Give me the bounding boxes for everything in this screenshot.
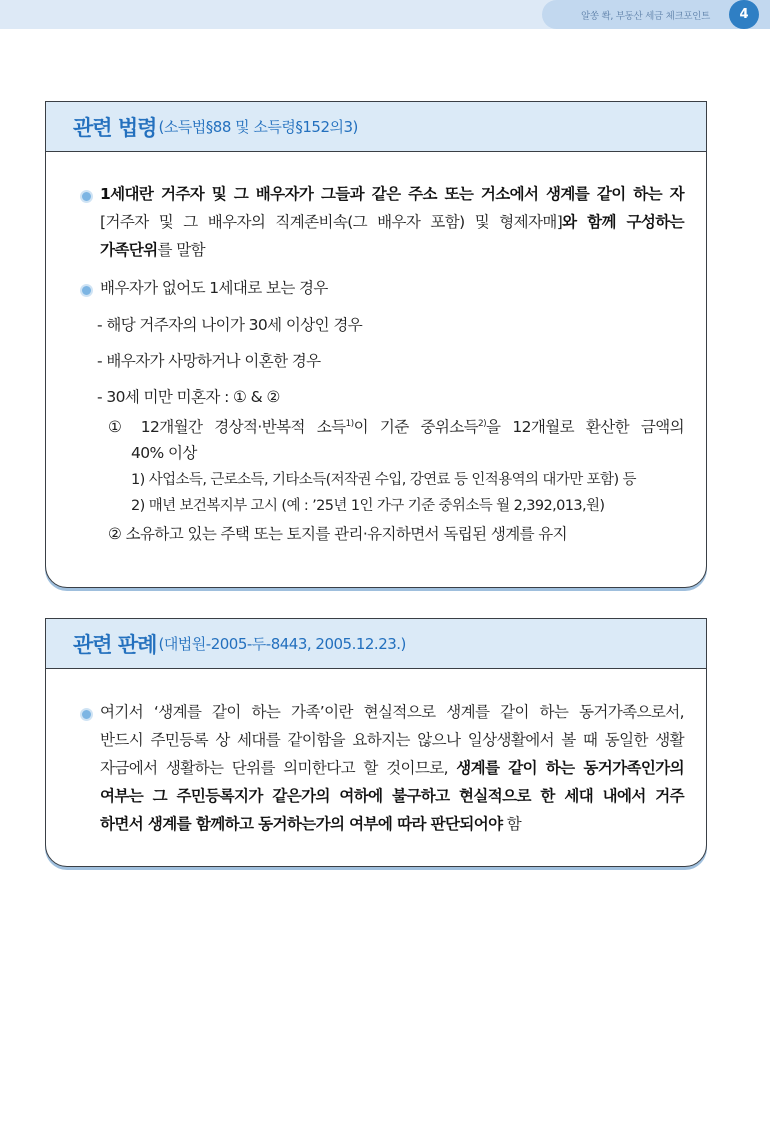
case-box [45, 618, 707, 867]
cond1-sup2: 2) [478, 419, 487, 429]
law-item-1-line3 [100, 236, 684, 264]
law-box-subtitle: (소득법§88 및 소득령§152의3) [158, 118, 358, 136]
case-line-3-normal: 자금에서 생활하는 단위를 의미한다고 할 것이므로, [100, 759, 457, 777]
law-item-2-text: 배우자가 없어도 1세대로 보는 경우 [100, 279, 328, 297]
law-item-1-line2 [100, 208, 684, 236]
case-line-1: 여기서 ‘생계를 같이 하는 가족’이란 현실적으로 생계를 같이 하는 동거가족으로서, [100, 703, 684, 721]
law-box-body [46, 180, 706, 548]
case-box-subtitle: (대법원-2005-두-8443, 2005.12.23.) [158, 635, 406, 653]
case-line-5-bold: 하면서 생계를 함께하고 동거하는가의 여부에 따라 판단되어야 [100, 815, 503, 833]
law-dash-3: - 30세 미만 미혼자 : ① & ② [97, 388, 280, 406]
law-item-1-line3-normal: 를 말함 [157, 241, 205, 259]
case-box-body [46, 698, 706, 838]
law-condition-2: ② 소유하고 있는 주택 또는 토지를 관리·유지하면서 독립된 생계를 유지 [108, 525, 568, 544]
case-line-5 [100, 810, 684, 838]
case-line-4: 여부는 그 주민등록지가 같은가의 여하에 불구하고 현실적으로 한 세대 내에서 거주 [100, 787, 684, 805]
case-line-3 [100, 754, 684, 782]
case-line-2: 반드시 주민등록 상 세대를 같이함을 요하지는 않으나 일상생활에서 볼 때 동일한 생활 [100, 731, 684, 749]
bullet-dot-icon [80, 708, 93, 721]
page-number: 4 [729, 0, 759, 29]
law-item-2 [82, 274, 684, 302]
case-line-3-bold: 생계를 같이 하는 동거가족인가의 [456, 759, 684, 777]
law-condition-1-line1 [108, 411, 684, 440]
cond1-part1: ① 12개월간 경상적·반복적 소득 [108, 418, 346, 437]
law-item-1 [82, 180, 684, 264]
law-item-1-line2-normal: [거주자 및 그 배우자의 직계존비속(그 배우자 포함) 및 형제자매] [100, 213, 563, 231]
cond1-sup1: 1) [345, 419, 354, 429]
bullet-dot-icon [80, 284, 93, 297]
case-paragraph [82, 698, 684, 838]
law-box [45, 101, 707, 588]
law-box-header [46, 102, 706, 152]
cond1-part2: 이 기준 중위소득 [353, 418, 478, 437]
case-box-title: 관련 판례 [73, 632, 157, 657]
law-item-1-line2-bold: 와 함께 구성하는 [562, 213, 684, 231]
law-note-1: 1) 사업소득, 근로소득, 기타소득(저작권 수입, 강연료 등 인적용역의 대가만 포함) 등 [131, 472, 636, 489]
law-box-title: 관련 법령 [73, 115, 157, 140]
law-item-1-line1: 1세대란 거주자 및 그 배우자가 그들과 같은 주소 또는 거소에서 생계를 같이 하는 자 [100, 185, 684, 203]
law-note-2: 2) 매년 보건복지부 고시 (예 : ’25년 1인 가구 기준 중위소득 월 2,392,013,원) [131, 498, 605, 515]
cond1-part3: 을 12개월로 환산한 금액의 [486, 418, 685, 437]
law-condition-1 [82, 411, 684, 466]
law-dash-2: - 배우자가 사망하거나 이혼한 경우 [97, 352, 321, 370]
header-title: 알쏭 쏵, 부동산 세금 체크포인트 [580, 11, 710, 22]
law-condition-1-line2: 40% 이상 [131, 444, 197, 463]
bullet-dot-icon [80, 190, 93, 203]
law-item-1-line3-bold: 가족단위 [100, 241, 158, 259]
case-line-5-normal: 함 [502, 815, 522, 833]
law-dash-1: - 해당 거주자의 나이가 30세 이상인 경우 [97, 316, 363, 334]
top-header-bar [0, 0, 770, 29]
case-box-header [46, 619, 706, 669]
